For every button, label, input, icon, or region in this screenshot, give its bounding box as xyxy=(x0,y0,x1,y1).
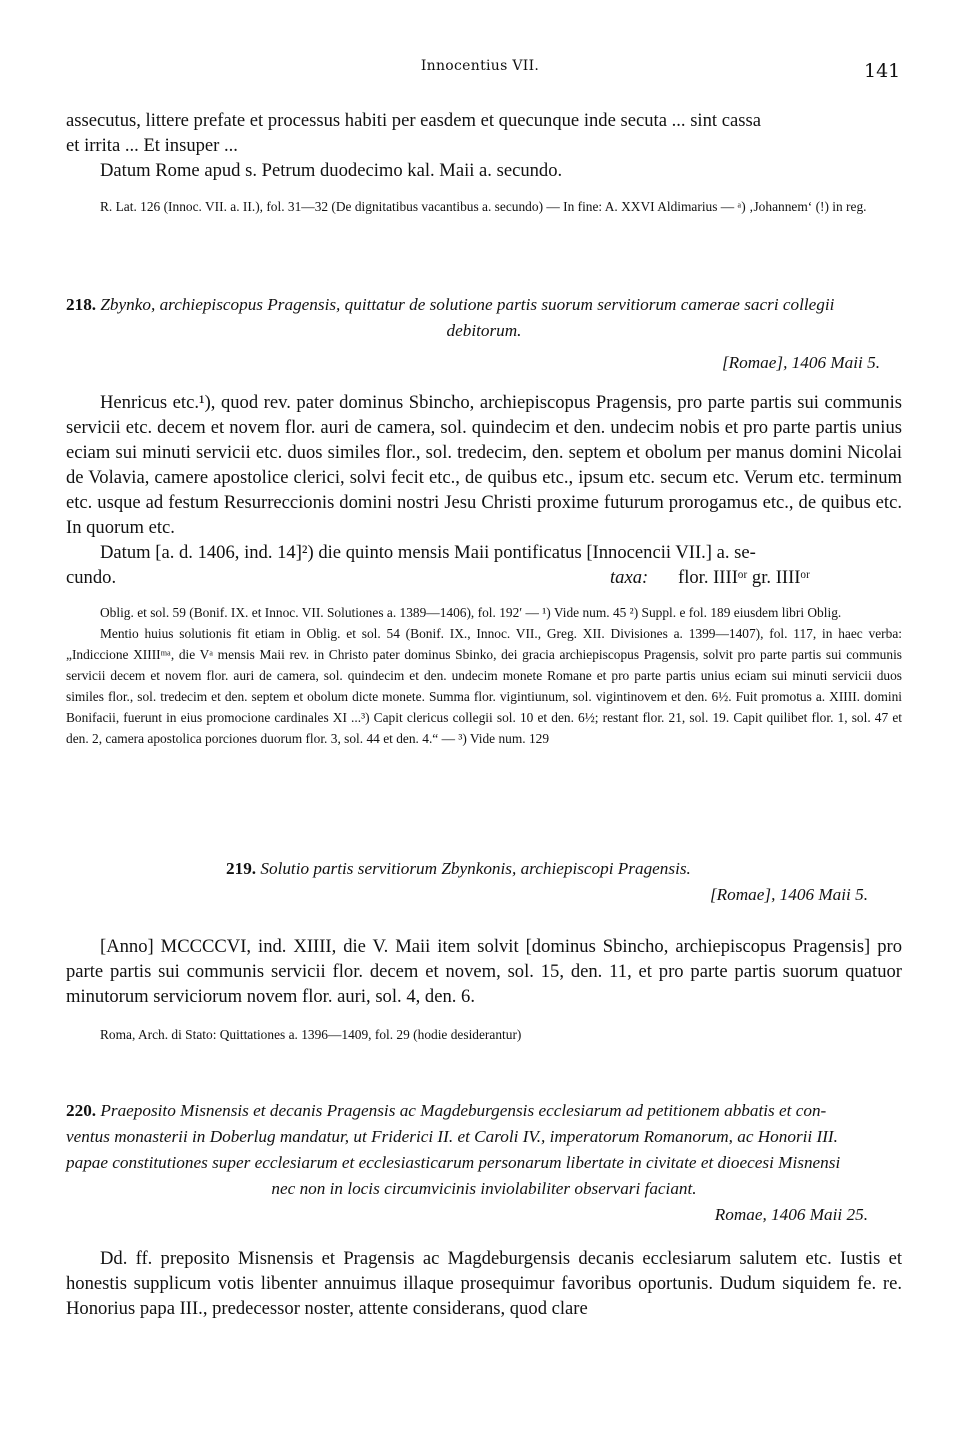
doc218-taxa-label: taxa: xyxy=(610,567,649,588)
doc220-title-line-4: nec non in locis circumvicinis inviolabiliter observari faciant. xyxy=(271,1179,697,1198)
doc218-number: 218. xyxy=(66,295,97,314)
doc219-source-note: Roma, Arch. di Stato: Quittationes a. 1396—1409, fol. 29 (hodie desiderantur) xyxy=(100,1027,522,1042)
doc220-body xyxy=(66,1246,902,1321)
doc218-mention-note: Mentio huius solutionis fit etiam in Oblig. et sol. 54 (Bonif. IX., Innoc. VII., Greg. XII. Divisiones a. 1399—1407), fol. 117, in haec verba: „Indiccione XIIIIᵐᵃ, die Vᵃ mensis Maii rev. in Christo pater dominus Sbinko, dei gracia archiepiscopus Pragensis, solvit pro parte partis sui communis servicii decem et novem flor. auri de camera, sol. quindecim et den. undecim monete Romane et pro parte partis unius eciam sui minuti servicii duos similes flor., sol. tredecim et den. septem et obolum dicte monete. Summa flor. vigintiunum, sol. vigintinovem et den. 6½. Fuit promotus a. XIIII. domini Bonifacii, fuerunt in eius promocione cardinales XI ...³) Capit clericus collegii sol. 10 et den. 6½; restant flor. 21, sol. 19. Capit quilibet flor. 1, sol. 47 et den. 2, camera apostolica porciones duorum flor. 3, sol. 44 et den. 4.“ — ³) Vide num. 129 xyxy=(66,626,902,746)
doc218-heading xyxy=(66,292,902,376)
prev-source-note-text: R. Lat. 126 (Innoc. VII. a. II.), fol. 31—32 (De dignitatibus vacantibus a. secundo) — In fine: A. XXVI Aldimarius — ᵃ) ‚Johannem‘ (!) in reg. xyxy=(100,199,867,214)
doc220-place-date: Romae, 1406 Maii 25. xyxy=(714,1205,868,1224)
doc218-datum-row xyxy=(66,565,902,590)
doc219-body-text: [Anno] MCCCCVI, ind. XIIII, die V. Maii item solvit [dominus Sbincho, archiepiscopus Pragensis] pro parte partis sui communis servicii flor. decem et novem, sol. 15, den. 11, et pro parte partis suorum quatuor minutorum serviciorum novem flor. auri, sol. 4, den. 6. xyxy=(66,936,902,1007)
doc218-title-line-1: Zbynko, archiepiscopus Pragensis, quittatur de solutione partis suorum servitiorum camerae sacri collegii xyxy=(100,295,835,314)
doc218-source-note: Oblig. et sol. 59 (Bonif. IX. et Innoc. VII. Solutiones a. 1389—1406), fol. 192′ — ¹) Vide num. 45 ²) Suppl. e fol. 189 eiusdem libri Oblig. xyxy=(100,605,842,620)
prev-source-note xyxy=(66,196,902,217)
prev-datum-line: Datum Rome apud s. Petrum duodecimo kal. Maii a. secundo. xyxy=(100,160,563,181)
doc219-place-date: [Romae], 1406 Maii 5. xyxy=(709,885,868,904)
doc219-notes xyxy=(66,1024,902,1045)
page-number: 141 xyxy=(864,60,901,82)
doc220-title-line-3: papae constitutiones super ecclesiarum et ecclesiasticarum personarum libertate in civitate et dioecesi Misnensi xyxy=(66,1153,841,1172)
running-title: Innocentius VII. xyxy=(420,58,540,74)
doc219-number: 219. xyxy=(226,859,257,878)
doc219-title: Solutio partis servitiorum Zbynkonis, archiepiscopi Pragensis. xyxy=(260,859,691,878)
doc218-body-text: Henricus etc.¹), quod rev. pater dominus Sbincho, archiepiscopus Pragensis, pro parte partis sui communis servicii etc. decem et novem flor. auri de camera, sol. quindecim et den. undecim nobis et pro parte partis unius eciam sui minuti servicii etc. duos similes flor., sol. tredecim, den. septem et obolum per manus domini Nicolai de Volavia, camere apostolice clerici, solvi fecit etc., de quibus etc., ipsum etc. secum etc. Verum etc. terminum etc. usque ad festum Resurreccionis domini nostri Jesu Christi proxime futurum prorogamus etc., de quibus etc. In quorum etc. xyxy=(66,392,902,538)
doc218-taxa-value: flor. IIIIᵒʳ gr. IIIIᵒʳ xyxy=(678,567,810,588)
doc219-body xyxy=(66,934,902,1009)
doc218-notes xyxy=(66,602,902,749)
doc220-body-text: Dd. ff. preposito Misnensis et Pragensis ac Magdeburgensis decanis ecclesiarum salutem etc. Iustis et honestis supplicum votis libenter annuimus illaque prosequimur favoribus oportunis. Dudum siquidem fe. re. Honorius papa III., predecessor noster, attente considerans, quod clare xyxy=(66,1248,902,1319)
doc218-body xyxy=(66,390,902,590)
prev-body-line-1: assecutus, littere prefate et processus habiti per easdem et quecunque inde secuta ... sint cassa xyxy=(66,110,761,131)
doc220-heading xyxy=(66,1098,902,1228)
doc218-datum-line-2: cundo. xyxy=(66,567,117,588)
doc220-number: 220. xyxy=(66,1101,97,1120)
doc220-title-line-2: ventus monasterii in Doberlug mandatur, ut Friderici II. et Caroli IV., imperatorum Romanorum, ac Honorii III. xyxy=(66,1127,838,1146)
doc218-place-date: [Romae], 1406 Maii 5. xyxy=(721,353,880,372)
doc220-title-line-1: Praeposito Misnensis et decanis Pragensis ac Magdeburgensis ecclesiarum ad petitionem abbatis et con- xyxy=(100,1101,827,1120)
prev-document-text xyxy=(66,108,902,183)
doc219-heading xyxy=(66,856,902,908)
doc218-datum-line-1: Datum [a. d. 1406, ind. 14]²) die quinto mensis Maii pontificatus [Innocencii VII.] a. se- xyxy=(100,542,756,563)
doc218-title-line-2: debitorum. xyxy=(446,321,522,340)
prev-body-line-2: et irrita ... Et insuper ... xyxy=(66,135,238,156)
